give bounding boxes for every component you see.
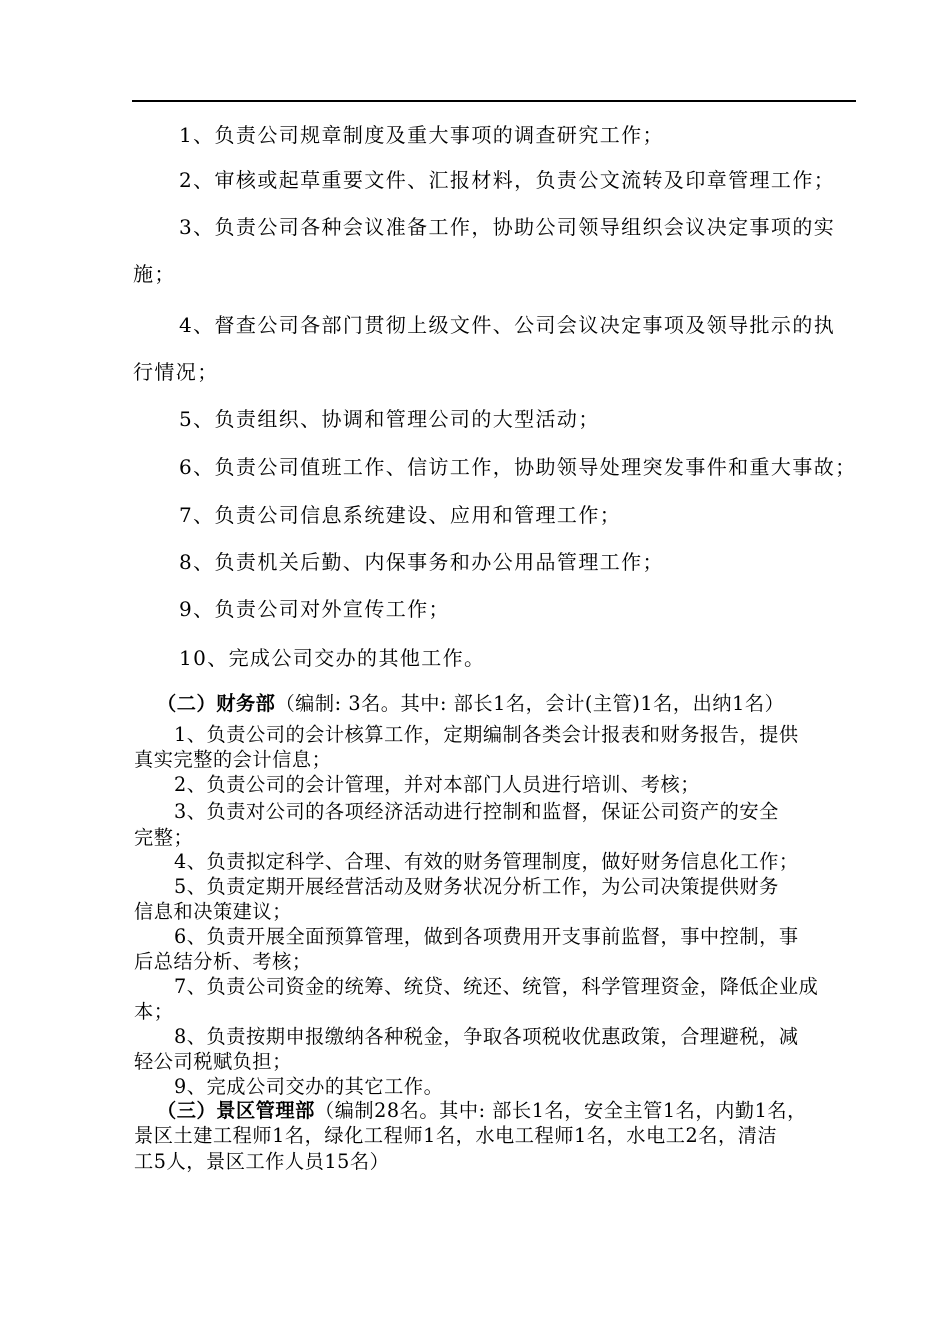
duty-item-7: 7、负责公司信息系统建设、应用和管理工作； <box>179 503 622 527</box>
duty-item-8: 8、负责机关后勤、内保事务和办公用品管理工作； <box>179 550 664 574</box>
duty-item-3: 3、负责公司各种会议准备工作，协助公司领导组织会议决定事项的实 <box>179 215 836 239</box>
duty-item-4-cont: 行情况； <box>133 360 219 384</box>
duty-item-9: 9、负责公司对外宣传工作； <box>179 597 450 621</box>
finance-line-11: 7、负责公司资金的统筹、统贷、统还、统管，科学管理资金，降低企业成 <box>174 975 819 998</box>
duty-item-4: 4、督查公司各部门贯彻上级文件、公司会议决定事项及领导批示的执 <box>179 313 836 337</box>
finance-staffing: （编制: 3名。其中: 部长1名，会计(主管)1名，出纳1名） <box>275 692 785 715</box>
finance-line-13: 8、负责按期申报缴纳各种税金，争取各项税收优惠政策，合理避税，减 <box>174 1025 799 1048</box>
finance-line-4: 3、负责对公司的各项经济活动进行控制和监督，保证公司资产的安全 <box>174 800 779 823</box>
finance-line-1: 1、负责公司的会计核算工作，定期编制各类会计报表和财务报告，提供 <box>174 723 799 746</box>
finance-line-15: 9、完成公司交办的其它工作。 <box>174 1075 444 1098</box>
header-rule <box>132 100 856 102</box>
duty-item-10: 10、完成公司交办的其他工作。 <box>179 646 486 670</box>
finance-line-5: 完整； <box>134 826 194 849</box>
finance-line-12: 本； <box>134 1000 174 1023</box>
duty-item-2: 2、审核或起草重要文件、汇报材料，负责公文流转及印章管理工作； <box>179 168 836 192</box>
scenic-staffing: （编制28名。其中: 部长1名，安全主管1名，内勤1名， <box>314 1099 807 1122</box>
finance-line-8: 信息和决策建议； <box>134 900 292 923</box>
scenic-line-1: 景区土建工程师1名，绿化工程师1名，水电工程师1名，水电工2名，清洁 <box>134 1124 778 1147</box>
finance-heading-line <box>157 694 784 713</box>
duty-item-3-cont: 施； <box>133 262 176 286</box>
finance-line-14: 轻公司税赋负担； <box>134 1050 292 1073</box>
finance-line-7: 5、负责定期开展经营活动及财务状况分析工作，为公司决策提供财务 <box>174 875 779 898</box>
duty-item-1: 1、负责公司规章制度及重大事项的调查研究工作； <box>179 123 664 147</box>
finance-line-10: 后总结分析、考核； <box>134 950 312 973</box>
finance-line-2: 真实完整的会计信息； <box>134 748 332 771</box>
duty-item-5: 5、负责组织、协调和管理公司的大型活动； <box>179 407 600 431</box>
finance-line-3: 2、负责公司的会计管理，并对本部门人员进行培训、考核； <box>174 773 700 796</box>
finance-heading: （二）财务部 <box>157 692 276 715</box>
duty-item-6: 6、负责公司值班工作、信访工作，协助领导处理突发事件和重大事故； <box>179 455 857 479</box>
scenic-heading: （三）景区管理部 <box>157 1099 315 1122</box>
finance-line-6: 4、负责拟定科学、合理、有效的财务管理制度，做好财务信息化工作； <box>174 850 799 873</box>
scenic-line-2: 工5人，景区工作人员15名） <box>134 1150 390 1173</box>
scenic-heading-line <box>157 1101 807 1120</box>
finance-line-9: 6、负责开展全面预算管理，做到各项费用开支事前监督，事中控制，事 <box>174 925 799 948</box>
